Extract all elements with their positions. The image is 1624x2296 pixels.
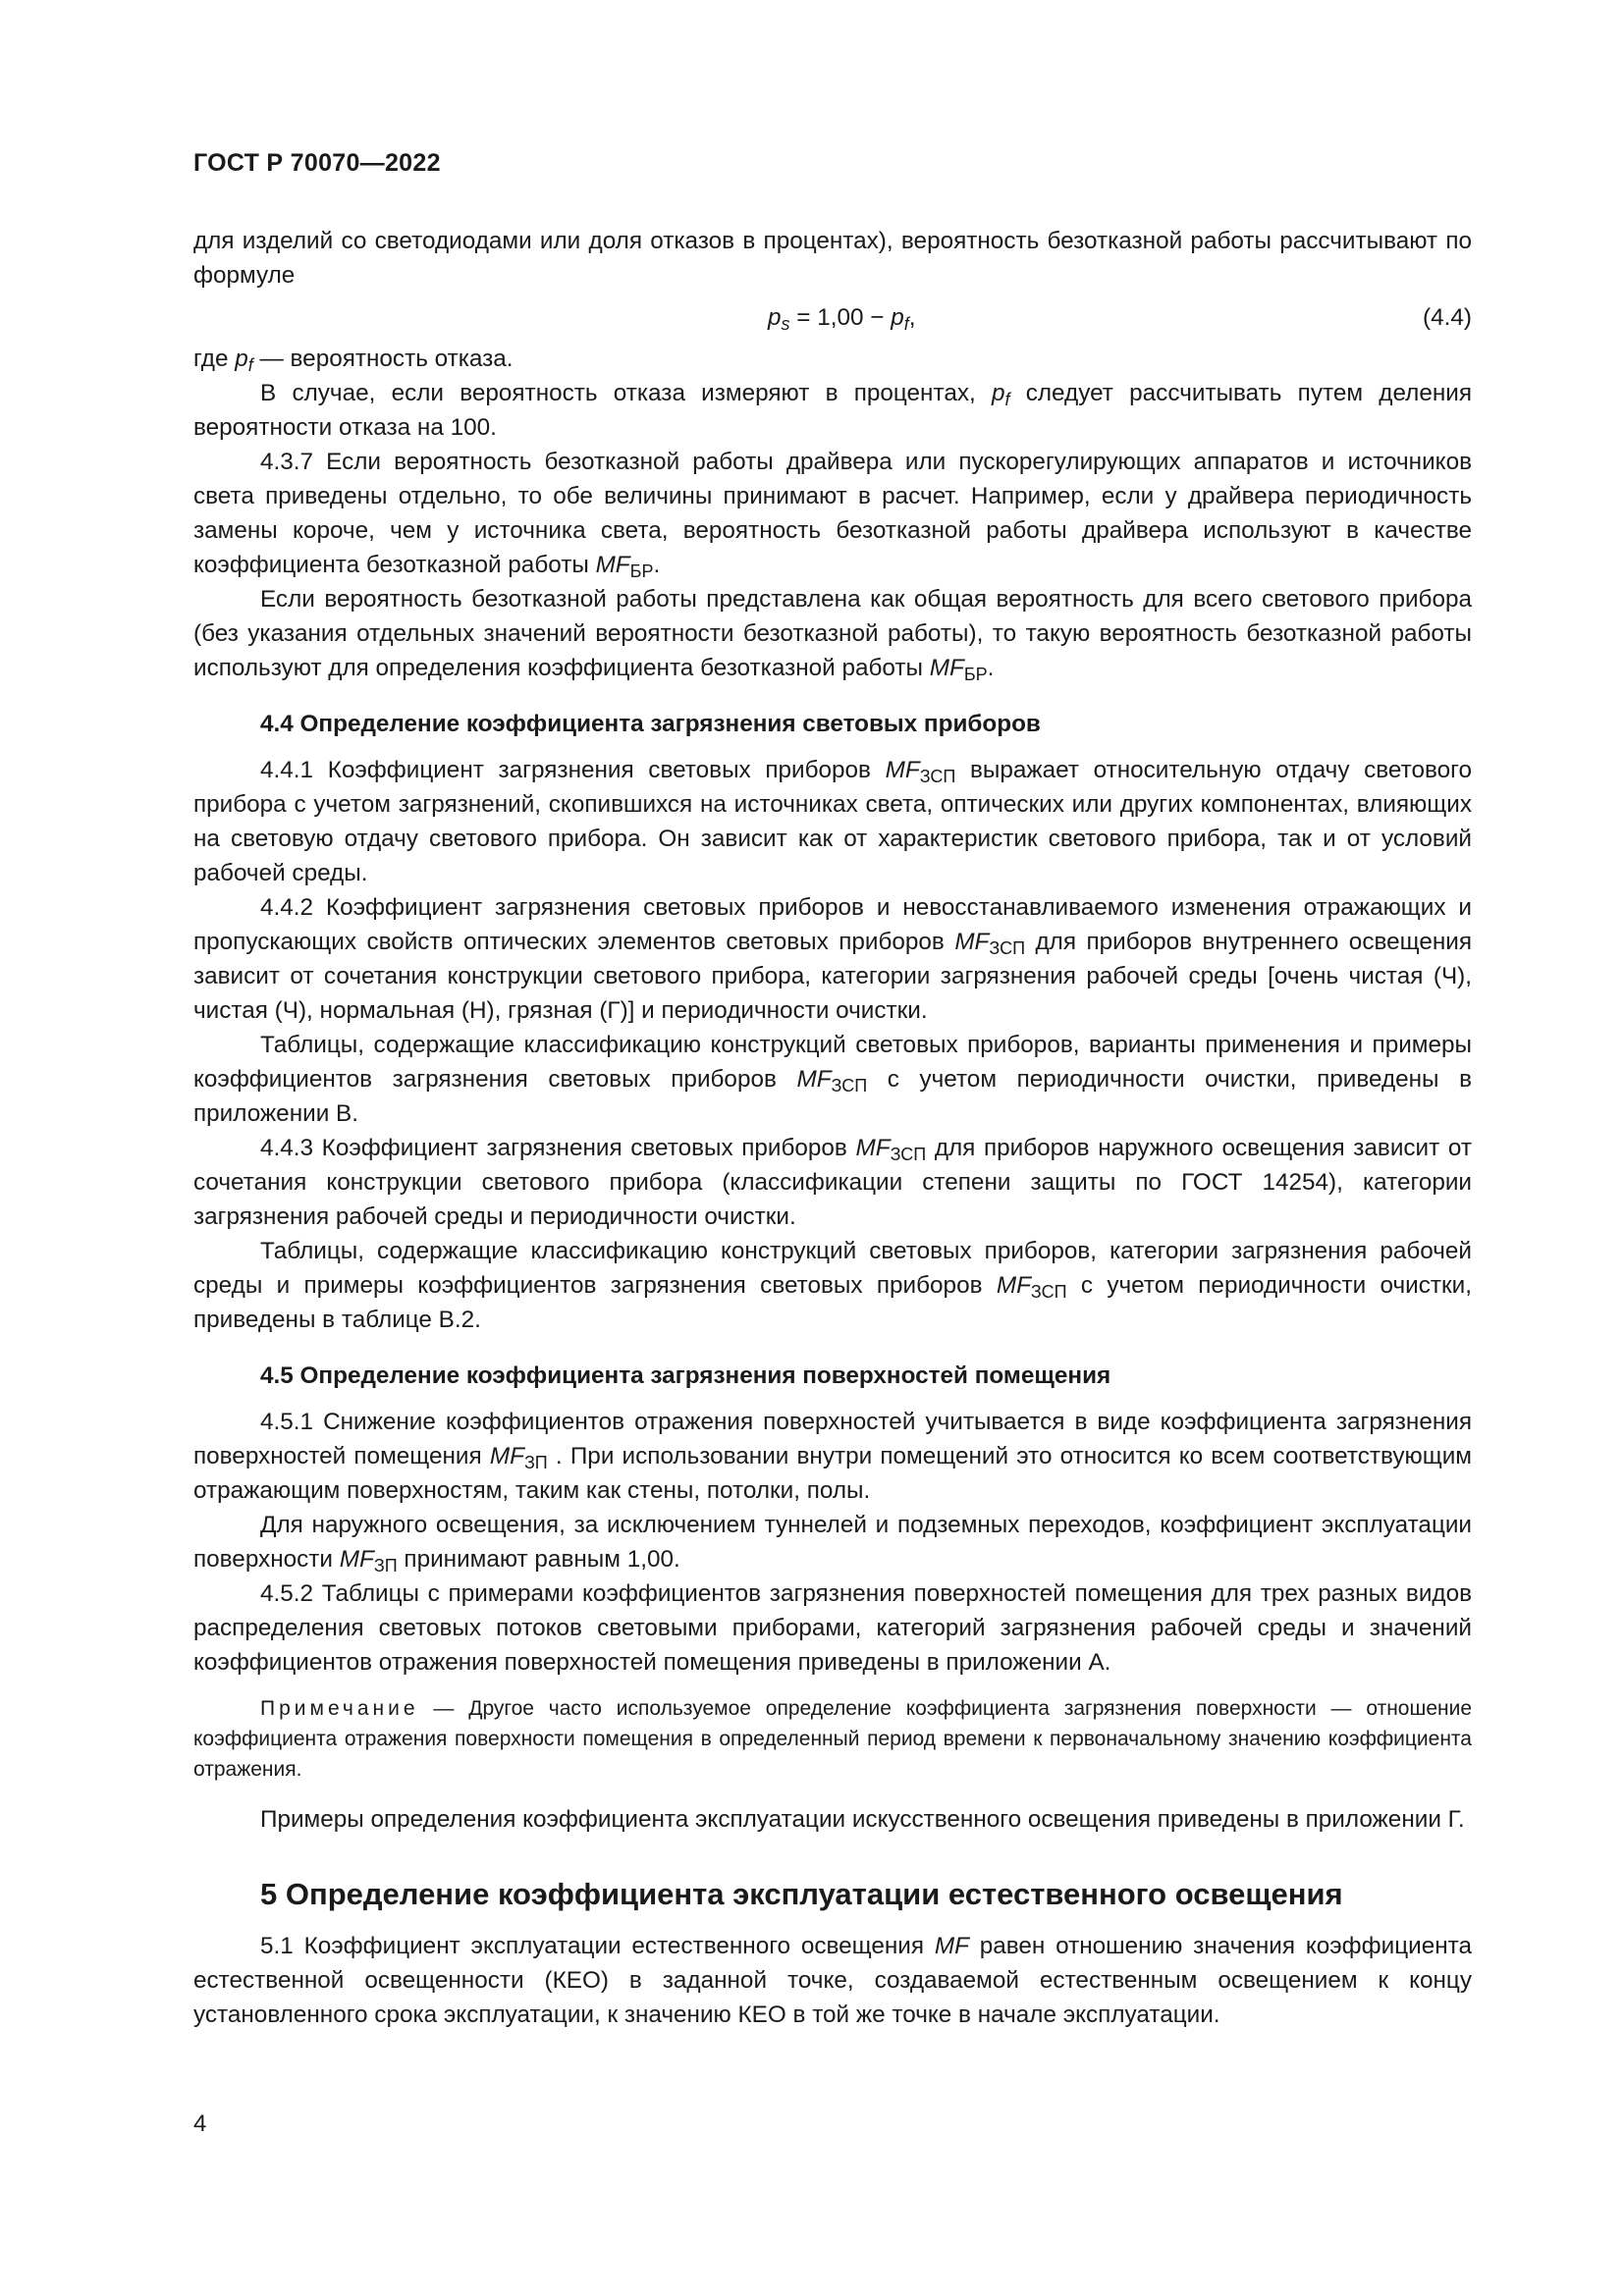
paragraph-percent-case: В случае, если вероятность отказа измеряют в процентах, $p_f$ следует рассчитывать путем деления вероятности отказа на 100. xyxy=(193,380,1472,441)
paragraph-where: где $p_f$ — вероятность отказа. xyxy=(193,346,514,375)
paragraph-4-4-1: 4.4.1 Коэффициент загрязнения световых приборов $MF_{ЗСП}$ выражает относительную отдачу светового прибора с учетом загрязнений, скопившихся на источниках света, оптических или других компонентах, влияющих на световую отдачу светового прибора. Он зависит как от характеристик светового прибора, так и от условий рабочей среды. xyxy=(193,757,1472,886)
paragraph-4-4-3: 4.4.3 Коэффициент загрязнения световых приборов $MF_{ЗСП}$ для приборов наружного освещения зависит от сочетания конструкции светового прибора (классификации степени защиты по ГОСТ 14254), категории загрязнения рабочей среды и периодичности очистки. xyxy=(193,1135,1472,1230)
formula-number: (4.4) xyxy=(1423,304,1472,331)
document-header: ГОСТ Р 70070—2022 xyxy=(193,149,441,177)
paragraph-4-5-2: 4.5.2 Таблицы с примерами коэффициентов загрязнения поверхностей помещения для трех разных видов распределения световых потоков световыми приборами, категорий загрязнения рабочей среды и значений коэффициентов отражения поверхностей помещения приведены в приложении А. xyxy=(193,1580,1472,1676)
paragraph-4-3-7: 4.3.7 Если вероятность безотказной работы драйвера или пускорегулирующих аппаратов и источников света приведены отдельно, то обе величины принимают в расчет. Например, если у драйвера периодичность замены короче, чем у источника света, вероятность безотказной работы драйвера используют в качестве коэффициента безотказной работы $MF_{БР}$. xyxy=(193,449,1472,581)
page-number: 4 xyxy=(193,2110,207,2137)
section-heading-5: 5 Определение коэффициента эксплуатации естественного освещения xyxy=(260,1877,1343,1911)
paragraph-examples: Примеры определения коэффициента эксплуатации искусственного освещения приведены в приложении Г. xyxy=(260,1806,1465,1833)
note: Примечание — Другое часто используемое определение коэффициента загрязнения поверхности — отношение коэффициента отражения поверхности помещения в определенный период времени к первоначальному значению коэффициента отражения. xyxy=(193,1697,1472,1781)
formula-expression: $p_s = 1,00 - p_f$, xyxy=(768,304,916,334)
paragraph-intro: для изделий со светодиодами или доля отказов в процентах), вероятность безотказной работы рассчитывают по формуле xyxy=(193,228,1472,289)
section-heading-4-4: 4.4 Определение коэффициента загрязнения световых приборов xyxy=(260,711,1041,737)
paragraph-5-1: 5.1 Коэффициент эксплуатации естественного освещения MF равен отношению значения коэффициента естественной освещенности (КЕО) в заданной точке, создаваемой естественным освещением к концу установленного срока эксплуатации, к значению КЕО в той же точке в начале эксплуатации. xyxy=(193,1933,1472,2028)
paragraph-4-3-7-b: Если вероятность безотказной работы представлена как общая вероятность для всего светового прибора (без указания отдельных значений вероятности безотказной работы), то такую вероятность безотказной работы используют для определения коэффициента безотказной работы $MF_{БР}$. xyxy=(193,586,1472,684)
paragraph-4-4-3-b: Таблицы, содержащие классификацию конструкций световых приборов, категории загрязнения рабочей среды и примеры коэффициентов загрязнения световых приборов $MF_{ЗСП}$ с учетом периодичности очистки, приведены в таблице В.2. xyxy=(193,1238,1472,1333)
paragraph-4-4-2-b: Таблицы, содержащие классификацию конструкций световых приборов, варианты применения и примеры коэффициентов загрязнения световых приборов $MF_{ЗСП}$ с учетом периодичности очистки, приведены в приложении В. xyxy=(193,1032,1472,1127)
paragraph-4-5-1-b: Для наружного освещения, за исключением туннелей и подземных переходов, коэффициент эксплуатации поверхности $MF_{ЗП}$ принимают равным 1,00. xyxy=(193,1512,1472,1575)
document-body xyxy=(193,224,1472,2032)
paragraph-4-4-2: 4.4.2 Коэффициент загрязнения световых приборов и невосстанавливаемого изменения отражающих и пропускающих свойств оптических элементов световых приборов $MF_{ЗСП}$ для приборов внутреннего освещения зависит от сочетания конструкции светового прибора, категории загрязнения рабочей среды [очень чистая (Ч), чистая (Ч), нормальная (Н), грязная (Г)] и периодичности очистки. xyxy=(193,894,1472,1024)
section-heading-4-5: 4.5 Определение коэффициента загрязнения поверхностей помещения xyxy=(260,1362,1111,1389)
formula-4-4 xyxy=(193,294,1472,342)
paragraph-4-5-1: 4.5.1 Снижение коэффициентов отражения поверхностей учитывается в виде коэффициента загрязнения поверхностей помещения $MF_{ЗП}$ . При использовании внутри помещений это относится ко всем соответствующим отражающим поверхностям, таким как стены, потолки, полы. xyxy=(193,1409,1472,1504)
